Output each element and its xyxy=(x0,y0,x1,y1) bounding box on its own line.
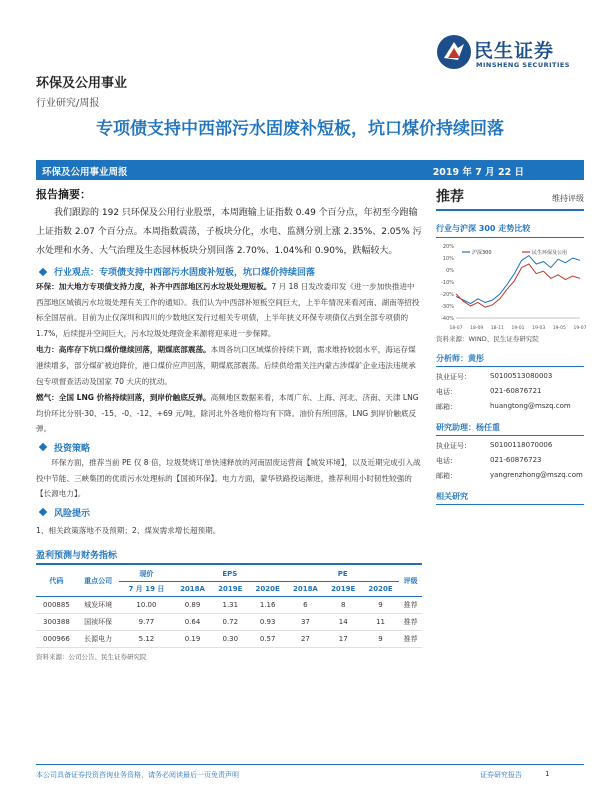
assistant-tel-key: 电话： xyxy=(436,457,457,465)
series-line xyxy=(456,256,580,304)
analyst-cert-key: 执业证号： xyxy=(436,373,471,381)
y-tick-label: -20% xyxy=(441,292,454,298)
sub-eps-2018: 2018A xyxy=(173,581,211,596)
view-env-lead: 环保：加大地方专项债支持力度，补齐中西部地区污水垃圾处理短板。 xyxy=(36,282,272,291)
brand-logo-icon xyxy=(436,34,472,70)
table-cell: 城发环境 xyxy=(77,596,120,613)
report-title: 专项债支持中西部污水固废补短板，坑口煤价持续回落 xyxy=(96,119,504,139)
rating-main: 推荐 xyxy=(436,189,464,205)
table-cell: 1.31 xyxy=(212,596,249,613)
forecast-table xyxy=(36,567,422,648)
table-cell: 5.12 xyxy=(119,630,173,647)
brand-name-en: MINSHENG SECURITIES xyxy=(476,61,570,69)
sidebar xyxy=(436,186,587,505)
analyst-heading: 分析师：黄彤 xyxy=(436,353,584,367)
table-cell: 300388 xyxy=(36,613,77,630)
table-cell: 11 xyxy=(362,613,399,630)
assistant-mail xyxy=(436,471,584,481)
analyst-mail-key: 邮箱： xyxy=(436,403,457,411)
view-paragraph-gas xyxy=(36,390,422,437)
rating-row xyxy=(436,186,584,211)
col-company: 重点公司 xyxy=(77,567,120,597)
diamond-bullet-icon xyxy=(39,508,47,516)
col-price: 现价 xyxy=(119,567,173,582)
legend-label: 沪深300 xyxy=(472,250,492,256)
x-tick-label: 18-07 xyxy=(449,326,463,331)
sub-pe-2019: 2019E xyxy=(325,581,362,596)
view-power-text: 本周各坑口区域煤价持续下调，需求维持较弱水平，海运存煤港续增多，部分煤矿被迫降价，港口煤价应声回落，期煤底部震荡。后续供给需关注内蒙古涉煤矿企业违法违规承包专项督查活动及国家 70 大庆的扰动。 xyxy=(36,345,416,386)
sub-pe-2020: 2020E xyxy=(362,581,399,596)
analyst-mail-value[interactable]: huangtong@mszq.com xyxy=(490,402,571,410)
assistant-cert xyxy=(436,441,584,451)
x-tick-label: 19-07 xyxy=(573,326,587,331)
diamond-bullet-icon xyxy=(39,267,47,275)
assistant-mail-key: 邮箱： xyxy=(436,472,457,480)
assistant-mail-value[interactable]: yangrenzhong@mszq.com xyxy=(490,471,583,479)
table-cell: 9.77 xyxy=(119,613,173,630)
performance-chart-svg xyxy=(436,242,587,332)
sub-date: 7 月 19 日 xyxy=(119,581,173,596)
assistant-tel xyxy=(436,456,584,466)
col-rating: 评级 xyxy=(399,567,422,597)
table-cell: 推荐 xyxy=(399,596,422,613)
sub-eps-2020: 2020E xyxy=(249,581,286,596)
analyst-tel xyxy=(436,387,584,397)
y-tick-label: -10% xyxy=(441,280,454,286)
table-cell: 1.16 xyxy=(249,596,286,613)
analyst-cert-value: S0100513080003 xyxy=(490,372,553,380)
assistant-cert-value: S0100118070006 xyxy=(490,441,553,449)
view-env-text: 7 月 18 日发改委印发《进一步加快推进中西部地区城镇污水垃圾处理有关工作的通知》。我们认为中西部补短板空间巨大，上半年情况来看河南、湖南等招投标全国居前。目前为止仅深圳和四川的少数地区发行过相关专项债，上半年狭义环保专项债仅占到全部专项债的 1.7%，后续提升空间巨大，污水垃圾处理资金来源将迎来进一步保障。 xyxy=(36,282,420,338)
table-cell: 6 xyxy=(286,596,324,613)
assistant-heading: 研究助理：杨任重 xyxy=(436,422,584,436)
table-cell: 000885 xyxy=(36,596,77,613)
risk-heading xyxy=(36,506,422,519)
table-cell: 8 xyxy=(325,596,362,613)
table-cell: 0.30 xyxy=(212,630,249,647)
view-paragraph-env xyxy=(36,279,422,341)
col-eps: EPS xyxy=(173,567,286,582)
table-cell: 0.93 xyxy=(249,613,286,630)
forecast-source: 资料来源：公司公告、民生证券研究院 xyxy=(36,652,147,661)
view-heading xyxy=(36,265,422,278)
table-cell: 0.72 xyxy=(212,613,249,630)
report-type: 行业研究/周报 xyxy=(36,98,100,109)
table-cell: 17 xyxy=(325,630,362,647)
analyst-mail xyxy=(436,402,584,412)
banner-category: 环保及公用事业周报 xyxy=(42,167,128,178)
banner-date: 2019 年 7 月 22 日 xyxy=(432,167,524,178)
table-cell: 10.00 xyxy=(119,596,173,613)
industry-label: 环保及公用事业 xyxy=(36,76,128,91)
analyst-cert xyxy=(436,372,584,382)
page-number: 1 xyxy=(545,770,550,778)
summary-heading: 报告摘要： xyxy=(36,188,91,201)
risk-heading-text: 风险提示 xyxy=(54,508,91,519)
analyst-tel-value: 021-60876721 xyxy=(490,387,542,395)
strategy-heading xyxy=(36,441,422,454)
performance-chart xyxy=(436,242,587,332)
diamond-bullet-icon xyxy=(39,443,47,451)
chart-source: 资料来源：WIND、民生证券研究院 xyxy=(436,335,539,343)
assistant-cert-key: 执业证号： xyxy=(436,442,471,450)
strategy-heading-text: 投资策略 xyxy=(54,443,91,454)
table-cell: 27 xyxy=(286,630,324,647)
y-tick-label: 20% xyxy=(442,244,454,250)
table-row xyxy=(36,630,422,647)
y-tick-label: -30% xyxy=(441,304,454,310)
table-cell: 0.64 xyxy=(173,613,211,630)
table-cell: 14 xyxy=(325,613,362,630)
chart-title: 行业与沪深 300 走势比较 xyxy=(436,223,584,238)
table-cell: 长源电力 xyxy=(77,630,120,647)
strategy-text: 环保方面，推荐当前 PE 仅 8 倍，垃圾焚烧订单快速释放的河南固废运营商【城发环境】，以及近期完成引入战投中节能、三峡集团的优质污水处理标的【国祯环保】。电力方面，蒙华铁路投运渐进，推荐利用小时韧性较强的【长源电力】。 xyxy=(36,457,421,499)
x-tick-label: 18-11 xyxy=(490,326,504,331)
sub-pe-2018: 2018A xyxy=(286,581,324,596)
y-tick-label: -40% xyxy=(441,316,454,322)
footer-type: 证券研究报告 xyxy=(480,771,522,779)
y-tick-label: 0% xyxy=(446,268,454,274)
risk-text: 1、相关政策落地不及预期；2、煤炭需求增长超预期。 xyxy=(36,525,221,535)
analyst-tel-key: 电话： xyxy=(436,388,457,396)
view-heading-text: 行业观点：专项债支持中西部污水固废补短板，坑口煤价持续回落 xyxy=(54,268,316,278)
table-cell: 0.89 xyxy=(173,596,211,613)
view-paragraph-power xyxy=(36,342,422,389)
main-content xyxy=(36,186,422,661)
summary-text: 我们跟踪的 192 只环保及公用行业股票，本周跑输上证指数 0.49 个百分点，年初至今跑输上证指数 2.07 个百分点。本周指数震荡，子板块分化，水电、监测分别上涨 2.35%、2.05% 污水处理和水务、大气治理及生态园林板块分别回落 2.70%、1.04%和 0.90%，跌幅较大。 xyxy=(36,208,422,256)
col-pe: PE xyxy=(286,567,399,582)
brand-name-cn: 民生证券 xyxy=(474,40,555,62)
x-tick-label: 19-03 xyxy=(532,326,546,331)
related-research-heading: 相关研究 xyxy=(436,491,584,505)
y-tick-label: 10% xyxy=(442,256,454,262)
table-cell: 0.57 xyxy=(249,630,286,647)
table-row xyxy=(36,596,422,613)
view-gas-lead: 燃气：全国 LNG 价格持续回落，到岸价触底反弹。 xyxy=(36,393,211,403)
view-gas-text: 高频地区数据来看，本周广东、上海、河北、济南、天津 LNG 均价环比分别-30、-15、-0、-12、+69 元/吨，除河北外各地价格均有下降。油价有所回落，LNG 到岸价触底反弹。 xyxy=(36,393,419,434)
sub-eps-2019: 2019E xyxy=(212,581,249,596)
forecast-title: 盈利预测与财务指标 xyxy=(36,548,422,565)
report-banner xyxy=(36,160,584,180)
forecast-body xyxy=(36,596,422,647)
footer-disclaimer: 本公司具备证券投资咨询业务资格，请务必阅读最后一页免责声明 xyxy=(36,771,239,779)
table-row xyxy=(36,613,422,630)
table-cell: 推荐 xyxy=(399,613,422,630)
x-tick-label: 19-01 xyxy=(511,326,525,331)
table-cell: 国祯环保 xyxy=(77,613,120,630)
table-cell: 9 xyxy=(362,596,399,613)
footer-divider xyxy=(36,764,584,765)
table-cell: 000966 xyxy=(36,630,77,647)
view-power-lead: 电力：高库存下坑口煤价继续回落，期煤底部震荡。 xyxy=(36,345,211,355)
table-cell: 0.19 xyxy=(173,630,211,647)
x-tick-label: 18-09 xyxy=(470,326,484,331)
rating-sub: 维持评级 xyxy=(552,194,584,203)
table-cell: 9 xyxy=(362,630,399,647)
table-cell: 推荐 xyxy=(399,630,422,647)
legend-label: 民生环保及公用 xyxy=(532,250,568,256)
col-code: 代码 xyxy=(36,567,77,597)
table-cell: 37 xyxy=(286,613,324,630)
x-tick-label: 19-05 xyxy=(552,326,566,331)
assistant-tel-value: 021-60876723 xyxy=(490,456,542,464)
